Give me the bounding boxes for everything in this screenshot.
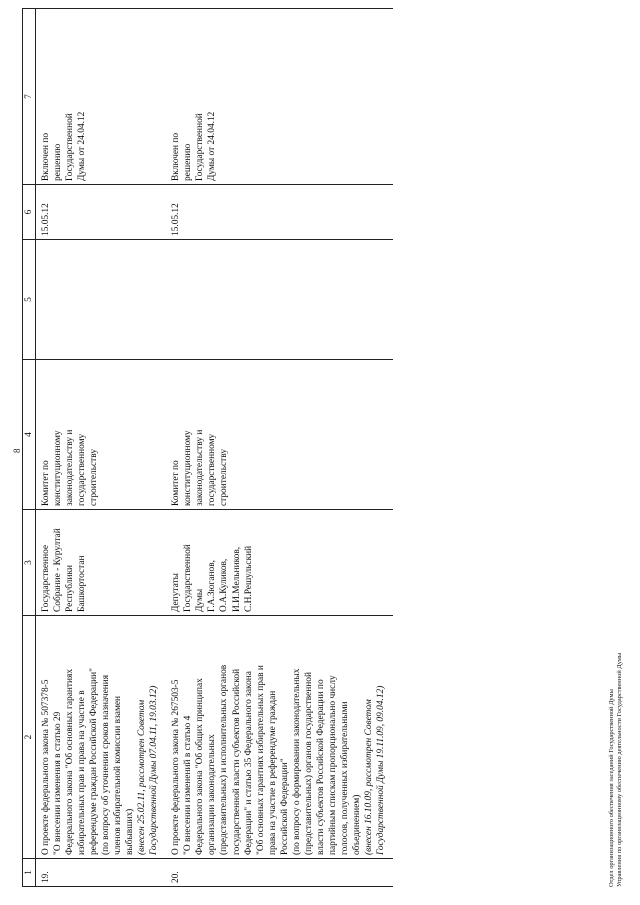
initiator-line: Собрание - Курултай	[53, 528, 64, 612]
decision-note-line: Государственной	[195, 113, 206, 181]
bill-description-line: (представительных) органов государственной	[303, 672, 314, 855]
initiator-line: Думы	[195, 588, 206, 612]
responsible-committee-line: государственному	[77, 433, 88, 506]
bill-note-line: Государственной Думы 07.04.11, 19.03.12)	[149, 685, 160, 855]
column-5-cell	[36, 240, 167, 360]
scheduled-date: 15.05.12	[166, 185, 393, 240]
bill-description-line: Федерации" и статью 35 Федерального закона	[243, 671, 254, 855]
bill-description-line: О проекте федерального закона № 507378-5	[41, 679, 52, 855]
row-number: 19.	[36, 859, 167, 887]
decision-note-line: решению	[183, 143, 194, 181]
bill-description	[166, 616, 393, 859]
table-row	[36, 9, 167, 887]
decision-note-line: Включен по	[171, 132, 182, 181]
bill-description-line: объединением)	[351, 794, 362, 855]
table-row	[166, 9, 393, 887]
column-header-4: 4	[23, 360, 36, 510]
column-header-3: 3	[23, 510, 36, 616]
initiator-line: Республики	[65, 564, 76, 612]
responsible-committee-line: конституционному	[183, 430, 194, 506]
bill-description-line: членов избирательной комиссии взамен	[113, 695, 124, 855]
column-header-2: 2	[23, 616, 36, 859]
decision-note-line: Думы от 24.04.12	[207, 111, 218, 181]
responsible-committee-line: строительству	[89, 448, 100, 506]
bill-description-line: О проекте федерального закона № 267503-5	[171, 679, 182, 855]
bill-description-line: "О внесении изменения в статью 29	[53, 711, 64, 855]
responsible-committee	[36, 360, 167, 510]
bill-description-line: "О внесении изменений в статью 4	[183, 715, 194, 855]
page-number: 8	[12, 448, 22, 453]
row-number: 20.	[166, 859, 393, 887]
bill-note-line: Государственной Думы 19.11.09, 09.04.12)	[375, 685, 386, 855]
bill-description	[36, 616, 167, 859]
initiator-line: Государственное	[41, 544, 52, 612]
bill-description-line: Российской Федерации"	[279, 758, 290, 855]
initiator-line: Башкортостан	[77, 555, 88, 612]
responsible-committee	[166, 360, 393, 510]
responsible-committee-line: законодательству и	[195, 429, 206, 506]
column-header-1: 1	[23, 859, 36, 887]
bill-description-line: организации законодательных	[207, 734, 218, 855]
agenda-table	[22, 8, 393, 887]
bill-description-line: (представительных) и исполнительных органов	[219, 664, 230, 855]
column-header-6: 6	[23, 185, 36, 240]
column-number-row	[23, 9, 36, 887]
initiator-line: И.И.Мельников,	[231, 546, 242, 612]
initiator-line: С.Н.Решульский	[243, 545, 254, 612]
bill-description-line: Федерального закона "Об общих принципах	[195, 678, 206, 855]
initiator-line: О.А.Куликов,	[219, 558, 230, 612]
bill-description-line: власти субъектов Российской Федерации по	[315, 679, 326, 855]
bill-description-line: права на участие в референдуме граждан	[267, 690, 278, 855]
responsible-committee-line: законодательству и	[65, 429, 76, 506]
responsible-committee-line: конституционному	[53, 430, 64, 506]
bill-description-line: "Об основных гарантиях избирательных прав и	[255, 665, 266, 855]
column-header-5: 5	[23, 240, 36, 360]
bill-description-line: избирательных прав и права на участие в	[77, 690, 88, 855]
bill-description-line: референдуме граждан Российской Федерации"	[89, 668, 100, 855]
decision-note	[166, 9, 393, 185]
bill-description-line: Федерального закона "Об основных гарантиях	[65, 668, 76, 855]
initiator-line: Г.А.Зюганов,	[207, 559, 218, 612]
responsible-committee-line: строительству	[219, 448, 230, 506]
footer-line: Управления по организационному обеспечению деятельности Государственной Думы	[616, 652, 624, 887]
bill-description-line: голосов, полученных избирательными	[339, 701, 350, 855]
decision-note	[36, 9, 167, 185]
decision-note-line: Думы от 24.04.12	[77, 111, 88, 181]
bill-description-line: выбывших)	[125, 808, 136, 855]
column-5-cell	[166, 240, 393, 360]
bill-description-line: (по вопросу о формировании законодательных	[291, 668, 302, 855]
initiator-line: Депутаты	[171, 573, 182, 612]
footer-line: Отдел организационного обеспечения заседаний Государственной Думы	[608, 689, 615, 887]
bill-description-line: государственной власти субъектов Российской	[231, 668, 242, 855]
decision-note-line: Государственной	[65, 113, 76, 181]
bill-description-line: партийным спискам пропорционально числу	[327, 675, 338, 855]
decision-note-line: решению	[53, 143, 64, 181]
initiator	[36, 510, 167, 616]
bill-description-line: (по вопросу об уточнении сроков назначения	[101, 674, 112, 855]
bill-note-line: (внесен 16.10.09, рассмотрен Советом	[363, 699, 374, 855]
responsible-committee-line: Комитет по	[171, 460, 182, 506]
responsible-committee-line: государственному	[207, 433, 218, 506]
initiator	[166, 510, 393, 616]
decision-note-line: Включен по	[41, 132, 52, 181]
column-header-7: 7	[23, 9, 36, 185]
responsible-committee-line: Комитет по	[41, 460, 52, 506]
initiator-line: Государственной	[183, 544, 194, 612]
footer-block	[608, 653, 625, 887]
scheduled-date: 15.05.12	[36, 185, 167, 240]
bill-note-line: (внесен 25.02.11, рассмотрен Советом	[137, 699, 148, 855]
